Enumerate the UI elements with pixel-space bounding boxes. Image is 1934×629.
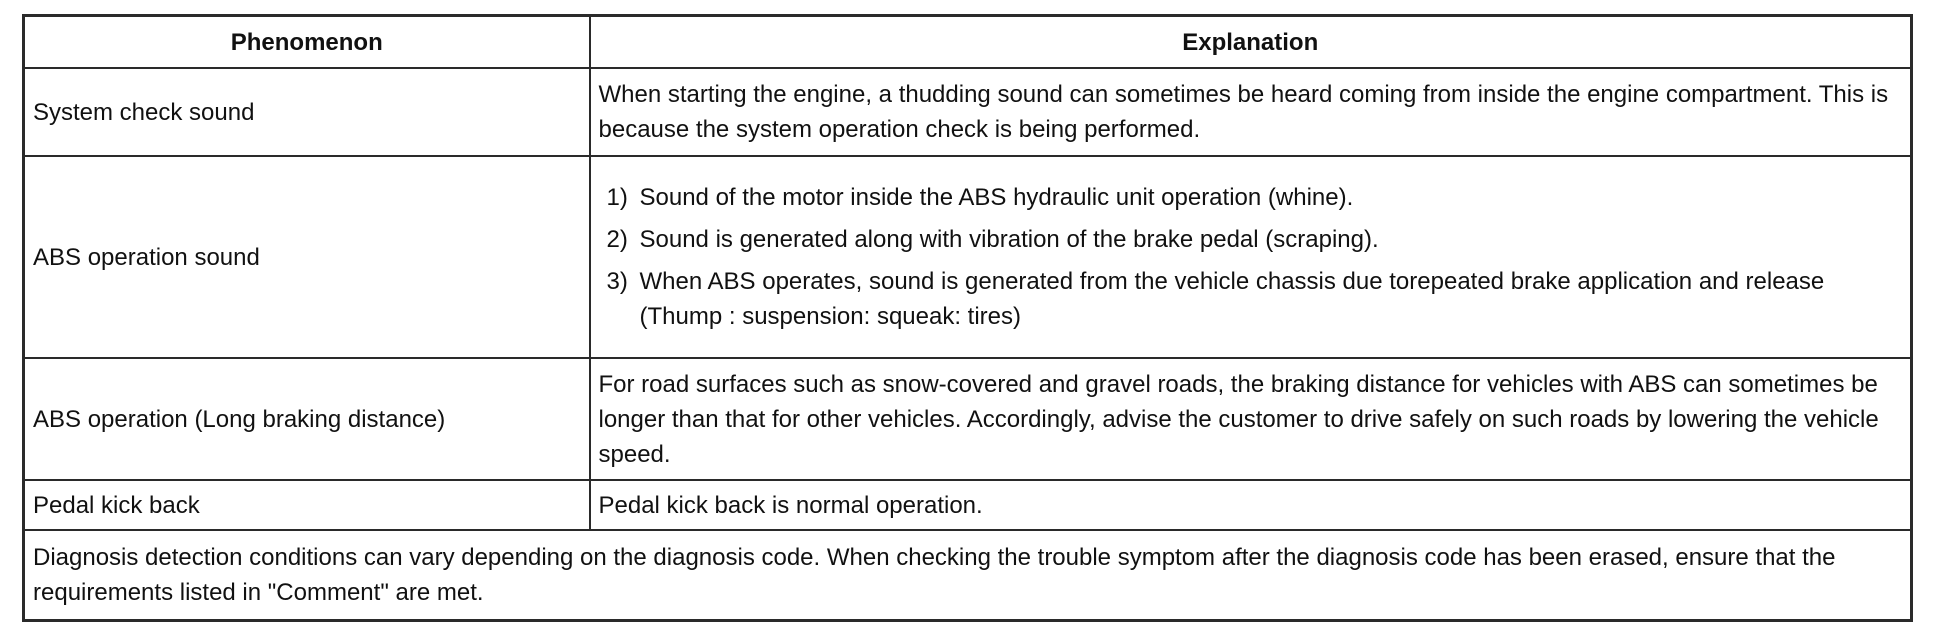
table-row bbox=[24, 156, 1912, 358]
phenomenon-cell: Pedal kick back bbox=[24, 480, 590, 530]
list-item-text: Sound of the motor inside the ABS hydraulic unit operation (whine). bbox=[639, 184, 1354, 211]
list-item-number: 3) bbox=[606, 268, 628, 295]
phenomenon-cell: ABS operation sound bbox=[24, 156, 590, 358]
explanation-cell: Pedal kick back is normal operation. bbox=[590, 480, 1912, 530]
note-row bbox=[24, 530, 1912, 621]
phenomenon-explanation-table bbox=[22, 14, 1913, 622]
list-item-text: When ABS operates, sound is generated from the vehicle chassis due torepeated brake application and release bbox=[639, 268, 1825, 295]
list-item-number: 1) bbox=[606, 184, 628, 211]
explanation-cell: For road surfaces such as snow-covered and gravel roads, the braking distance for vehicles with ABS can sometimes be longer than that for other vehicles. Accordingly, advise the customer to drive safely on such roads by lowering the vehicle speed. bbox=[590, 358, 1912, 480]
list-item bbox=[607, 222, 1903, 257]
abs-sound-list bbox=[599, 180, 1903, 334]
table-row bbox=[24, 358, 1912, 480]
list-item bbox=[607, 264, 1903, 334]
header-phenomenon: Phenomenon bbox=[24, 16, 590, 69]
phenomenon-cell: System check sound bbox=[24, 68, 590, 156]
header-explanation: Explanation bbox=[590, 16, 1912, 69]
list-item-subtext: (Thump : suspension: squeak: tires) bbox=[639, 303, 1022, 330]
list-item-text: Sound is generated along with vibration of the brake pedal (scraping). bbox=[639, 226, 1379, 253]
phenomenon-cell: ABS operation (Long braking distance) bbox=[24, 358, 590, 480]
table-row bbox=[24, 480, 1912, 530]
list-item bbox=[607, 180, 1903, 215]
list-item-number: 2) bbox=[606, 226, 628, 253]
note-cell: Diagnosis detection conditions can vary depending on the diagnosis code. When checking the trouble symptom after the diagnosis code has been erased, ensure that the requirements listed in "Comment" are met. bbox=[24, 530, 1912, 621]
explanation-cell bbox=[590, 156, 1912, 358]
table-header-row bbox=[24, 16, 1912, 69]
document-page bbox=[22, 14, 1910, 622]
table-row bbox=[24, 68, 1912, 156]
explanation-cell: When starting the engine, a thudding sound can sometimes be heard coming from inside the engine compartment. This is because the system operation check is being performed. bbox=[590, 68, 1912, 156]
